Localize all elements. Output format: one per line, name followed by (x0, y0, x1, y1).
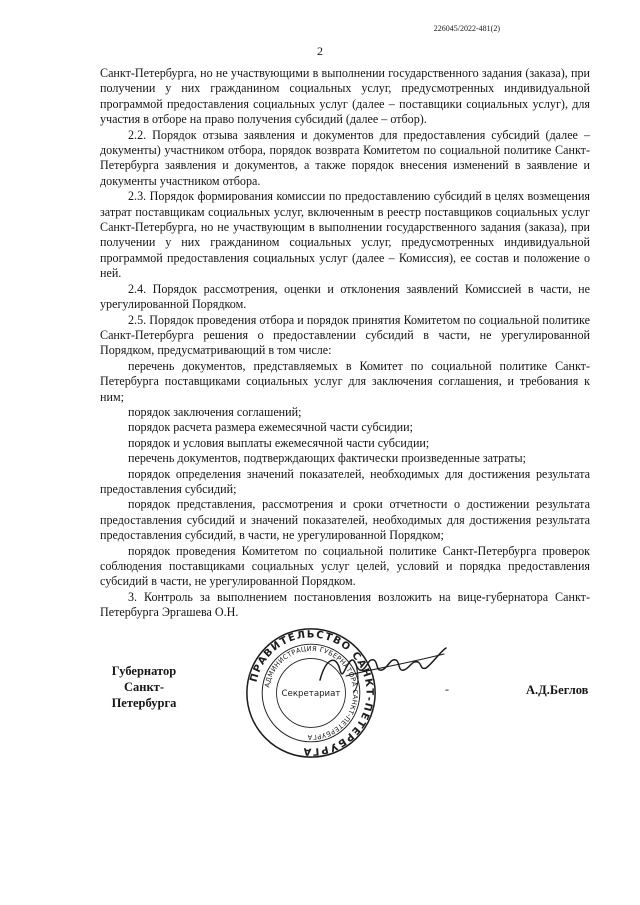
paragraph-2-2: 2.2. Порядок отзыва заявления и документов для предоставления субсидий (далее – документы) участником отбора, порядок возврата Комитетом по социальной политике Санкт-Петербурга заявления и документов, а также порядок внесения изменений в заявление и документы участником отбора. (100, 127, 590, 188)
paragraph-2-5: 2.5. Порядок проведения отбора и порядок принятия Комитетом по социальной политике Санкт-Петербурга решения о предоставлении субсидий в части, не урегулированной Порядком, предусматривающий в том числе: (100, 312, 590, 358)
list-item-inspections: порядок проведения Комитетом по социальной политике Санкт-Петербурга проверок соблюдения поставщиками социальных услуг целей, условий и порядка предоставления субсидий в части, не урегулированной Порядком. (100, 543, 590, 589)
page-number: 2 (317, 44, 323, 58)
position-title: Губернатор (111, 664, 177, 678)
document-body (100, 66, 590, 621)
list-item-payment: порядок и условия выплаты ежемесячной части субсидии; (128, 435, 430, 450)
paragraph-2-4: 2.4. Порядок рассмотрения, оценки и отклонения заявлений Комиссией в части, не урегулированной Порядком. (100, 281, 590, 312)
list-item-costs: перечень документов, подтверждающих фактически произведенные затраты; (128, 451, 527, 466)
position-region: Санкт-Петербурга (111, 680, 177, 710)
seal-outer-text: ПРАВИТЕЛЬСТВО САНКТ-ПЕТЕРБУРГА (248, 629, 375, 757)
list-item-reporting: порядок представления, рассмотрения и сроки отчетности о достижении результата предоставления субсидий и значений показателей, необходимых для достижения результата предоставления субсидий, в части, не урегулированной Порядком; (100, 497, 590, 543)
list-item-documents: перечень документов, представляемых в Комитет по социальной политике Санкт-Петербурга поставщиками социальных услуг для заключения соглашения, и требования к ним; (100, 358, 590, 404)
list-item-agreements: порядок заключения соглашений; (128, 404, 302, 419)
signature-dash: - (445, 682, 449, 696)
paragraph-continuation: Санкт-Петербурга, но не участвующими в выполнении государственного задания (заказа), при получении у них гражданином социальных услуг, предусмотренных индивидуальной программой предоставления социальных услуг (далее – поставщики социальных услуг), для участия в отборе на право получения субсидий (далее – отбор). (100, 66, 590, 127)
list-item-calculation: порядок расчета размера ежемесячной части субсидии; (128, 420, 413, 435)
seal-center-text: Секретариат (281, 688, 341, 699)
registration-number: 226045/2022-481(2) (433, 24, 500, 33)
paragraph-2-3: 2.3. Порядок формирования комиссии по предоставлению субсидий в целях возмещения затрат поставщикам социальных услуг, включенным в реестр поставщиков социальных услуг Санкт-Петербурга, но не участвующим в выполнении государственного задания (заказа), при получении у них гражданином социальных услуг, предусмотренных индивидуальной программой предоставления социальных услуг (далее – Комиссия), ее состав и положение о ней. (100, 189, 590, 281)
signatory-position (92, 663, 196, 711)
signatory-name: А.Д.Беглов (526, 683, 589, 697)
paragraph-3: 3. Контроль за выполнением постановления возложить на вице-губернатора Санкт-Петербурга Эргашева О.Н. (100, 589, 590, 620)
seal-inner-text: АДМИНИСТРАЦИЯ ГУБЕРНАТОРА САНКТ-ПЕТЕРБУРГА (263, 644, 360, 742)
handwritten-signature (316, 640, 450, 700)
list-item-indicators: порядок определения значений показателей, необходимых для достижения результата предоставления субсидий; (100, 466, 590, 496)
